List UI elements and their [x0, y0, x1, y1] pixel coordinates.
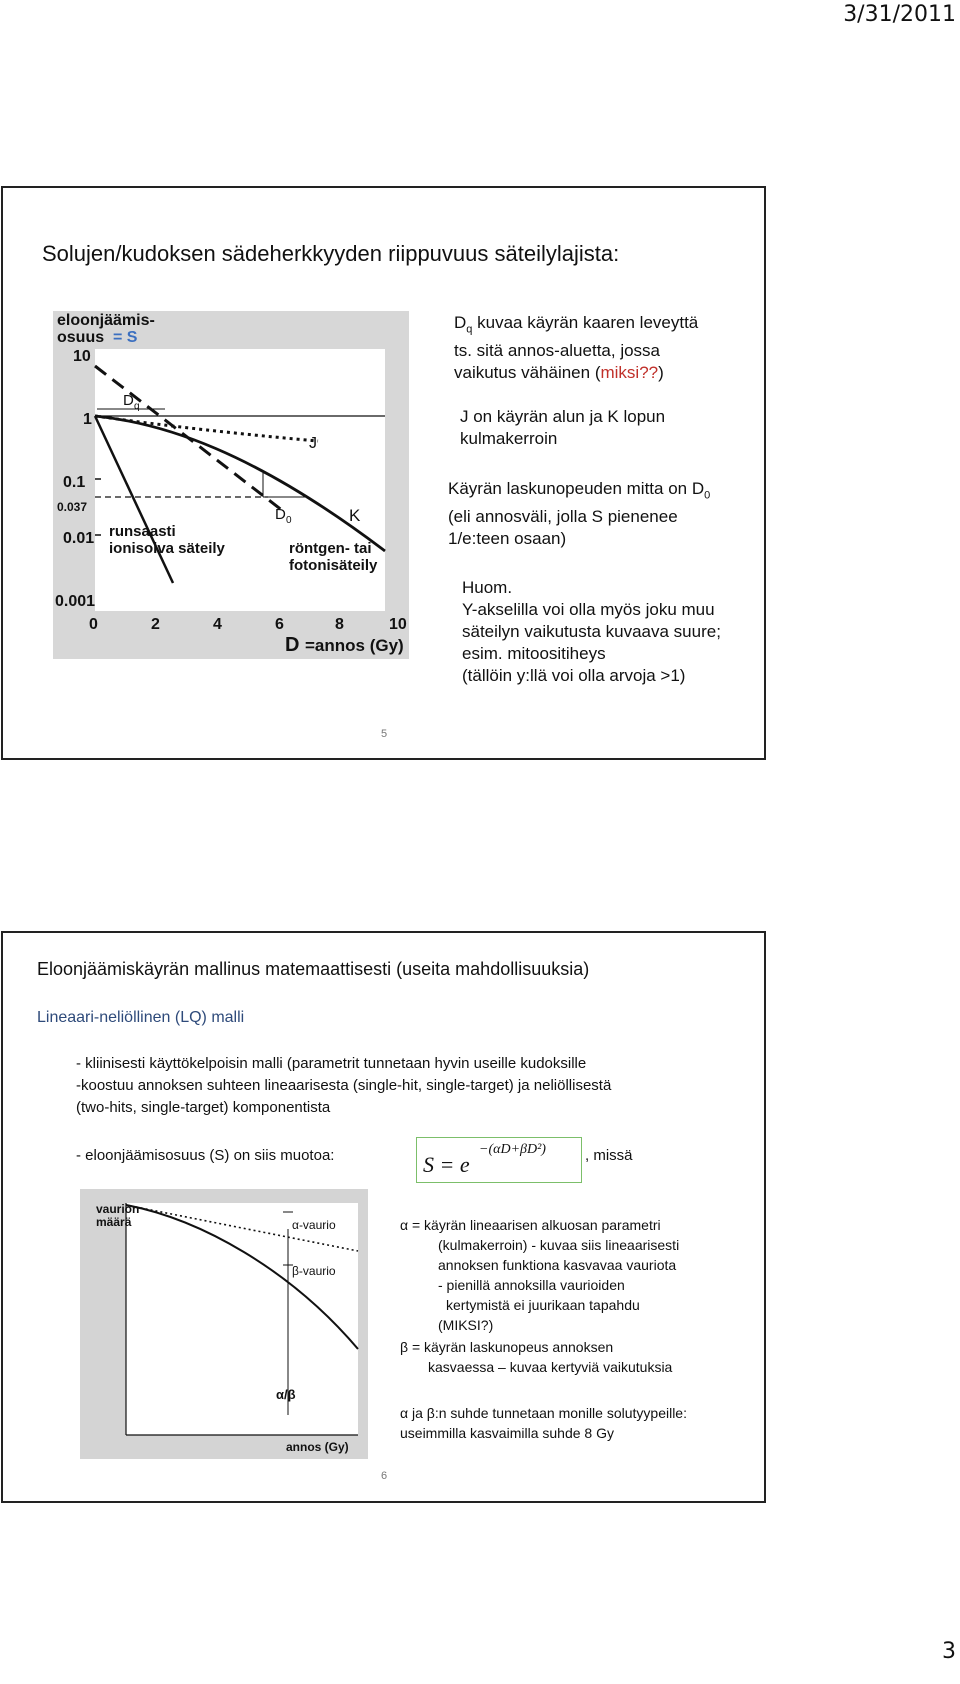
x-axis-label: annos (Gy) — [286, 1440, 349, 1454]
y-axis-label-2: osuus — [57, 329, 105, 346]
alpha-definition — [400, 1215, 679, 1335]
slide-number: 5 — [381, 728, 388, 740]
y-tick-0.037: 0.037 — [57, 500, 88, 514]
x-tick-6: 6 — [275, 616, 284, 633]
note-jk-line1: J on käyrän alun ja K lopun — [460, 407, 666, 426]
beta-damage-label: β-vaurio — [292, 1264, 336, 1278]
d0-label-sub: 0 — [286, 515, 292, 526]
page-number: 3 — [942, 1639, 956, 1664]
beta-line-2: kasvaessa – kuvaa kertyviä vaikutuksia — [428, 1359, 673, 1375]
note-d0-sub: 0 — [704, 489, 711, 502]
j-label: J — [309, 435, 317, 452]
lq-damage-svg — [80, 1189, 368, 1459]
note-huom-4: esim. mitoositiheys — [462, 644, 606, 663]
alpha-line-3: annoksen funktiona kasvavaa vauriota — [438, 1257, 677, 1273]
note-d0-line1: Käyrän laskunopeuden mitta on D — [448, 479, 705, 498]
ratio-line-1: α ja β:n suhde tunnetaan monille solutyypeille: — [400, 1405, 687, 1421]
alpha-line-1: α = käyrän lineaarisen alkuosan parametri — [400, 1217, 661, 1233]
bullet-2-line1: -koostuu annoksen suhteen lineaarisesta (single-hit, single-target) ja neliöllisestä — [76, 1077, 612, 1094]
x-tick-2: 2 — [151, 616, 160, 633]
x-axis-label-rest: =annos (Gy) — [305, 636, 404, 655]
high-let-label-1: runsaasti — [109, 523, 176, 540]
alpha-beta-ratio-label: α/β — [276, 1387, 296, 1402]
x-tick-0: 0 — [89, 616, 98, 633]
alpha-line-4: - pienillä annoksilla vaurioiden — [438, 1277, 625, 1293]
note-d0-line2: (eli annosväli, jolla S pienenee — [448, 507, 678, 527]
y-tick-0.1: 0.1 — [63, 474, 86, 491]
alpha-line-6: (MIKSI?) — [438, 1317, 494, 1333]
note-dq — [454, 312, 698, 384]
note-huom-1: Huom. — [462, 578, 513, 597]
equation-lhs: S = e — [423, 1152, 470, 1177]
lq-damage-figure — [80, 1189, 368, 1459]
photon-label-2: fotonisäteily — [289, 557, 378, 574]
ratio-note — [400, 1403, 687, 1443]
survival-curve-svg — [53, 311, 409, 659]
equation-exponent: −(αD+βD²) — [479, 1142, 546, 1157]
y-axis-label-2: määrä — [96, 1215, 132, 1229]
x-tick-4: 4 — [213, 616, 222, 633]
dq-label-sub: q — [134, 401, 140, 412]
note-d0-line3: 1/e:teen osaan) — [448, 529, 567, 549]
bullet-2-line2: (two-hits, single-target) komponentista — [76, 1099, 331, 1116]
note-dq-red: miksi?? — [600, 363, 659, 383]
alpha-line-2: (kulmakerroin) - kuvaa siis lineaarisesti — [438, 1237, 680, 1253]
note-dq-line2: ts. sitä annos-aluetta, jossa — [454, 341, 661, 361]
x-axis-label-d: D — [285, 634, 300, 656]
x-tick-8: 8 — [335, 616, 344, 633]
slide-title: Eloonjäämiskäyrän mallinus matemaattisesti (useita mahdollisuuksia) — [37, 959, 590, 979]
note-dq-sub: q — [466, 323, 473, 336]
beta-definition — [400, 1337, 672, 1377]
ratio-line-2: useimmilla kasvaimilla suhde 8 Gy — [400, 1425, 614, 1441]
lq-equation-box — [416, 1137, 582, 1183]
note-huom — [462, 577, 721, 687]
note-huom-5: (tällöin y:llä voi olla arvoja >1) — [462, 666, 686, 685]
equation-lead: - eloonjäämisosuus (S) on siis muotoa: — [76, 1147, 335, 1164]
slide-number: 6 — [381, 1470, 388, 1482]
survival-curve-figure — [53, 311, 409, 659]
note-dq-rest: kuvaa käyrän kaaren leveyttä — [472, 313, 699, 332]
note-huom-3: säteilyn vaikutusta kuvaava suure; — [462, 622, 721, 641]
y-tick-0.001: 0.001 — [55, 593, 96, 610]
high-let-label-2: ionisoiva säteily — [109, 540, 225, 557]
dq-label: D — [123, 392, 134, 409]
note-jk — [460, 406, 665, 450]
alpha-damage-label: α-vaurio — [292, 1218, 336, 1232]
note-huom-2: Y-akselilla voi olla myös joku muu — [462, 600, 715, 619]
slide-title: Solujen/kudoksen sädeherkkyyden riippuvuus säteilylajista: — [42, 241, 620, 266]
y-axis-label-1: eloonjäämis- — [57, 312, 155, 329]
y-tick-0.01: 0.01 — [63, 530, 95, 547]
note-jk-line2: kulmakerroin — [460, 429, 558, 448]
bullet-list — [76, 1053, 611, 1119]
k-label: K — [349, 506, 361, 525]
d0-label: D — [275, 506, 286, 523]
photon-label-1: röntgen- tai — [289, 540, 372, 557]
slide-5 — [1, 186, 766, 760]
slide-6 — [1, 931, 766, 1503]
alpha-line-5: kertymistä ei juurikaan tapahdu — [446, 1297, 640, 1313]
slide-subtitle: Lineaari-neliöllinen (LQ) malli — [37, 1009, 245, 1026]
y-axis-label-eq: = S — [113, 329, 138, 346]
y-axis-label-1: vaurion — [96, 1202, 140, 1216]
beta-line-1: β = käyrän laskunopeus annoksen — [400, 1339, 614, 1355]
y-tick-10: 10 — [73, 348, 91, 365]
note-d0 — [448, 478, 710, 550]
note-dq-line3: vaikutus vähäinen ( — [454, 363, 601, 383]
x-tick-10: 10 — [389, 616, 407, 633]
page-date: 3/31/2011 — [843, 2, 956, 27]
note-dq-end: ) — [658, 363, 664, 383]
y-tick-1: 1 — [83, 411, 92, 428]
equation-tail: , missä — [585, 1147, 633, 1164]
plot-area — [126, 1203, 358, 1435]
note-dq-d: D — [454, 313, 467, 332]
bullet-1: - kliinisesti käyttökelpoisin malli (parametrit tunnetaan hyvin useille kudoksille — [76, 1055, 587, 1072]
